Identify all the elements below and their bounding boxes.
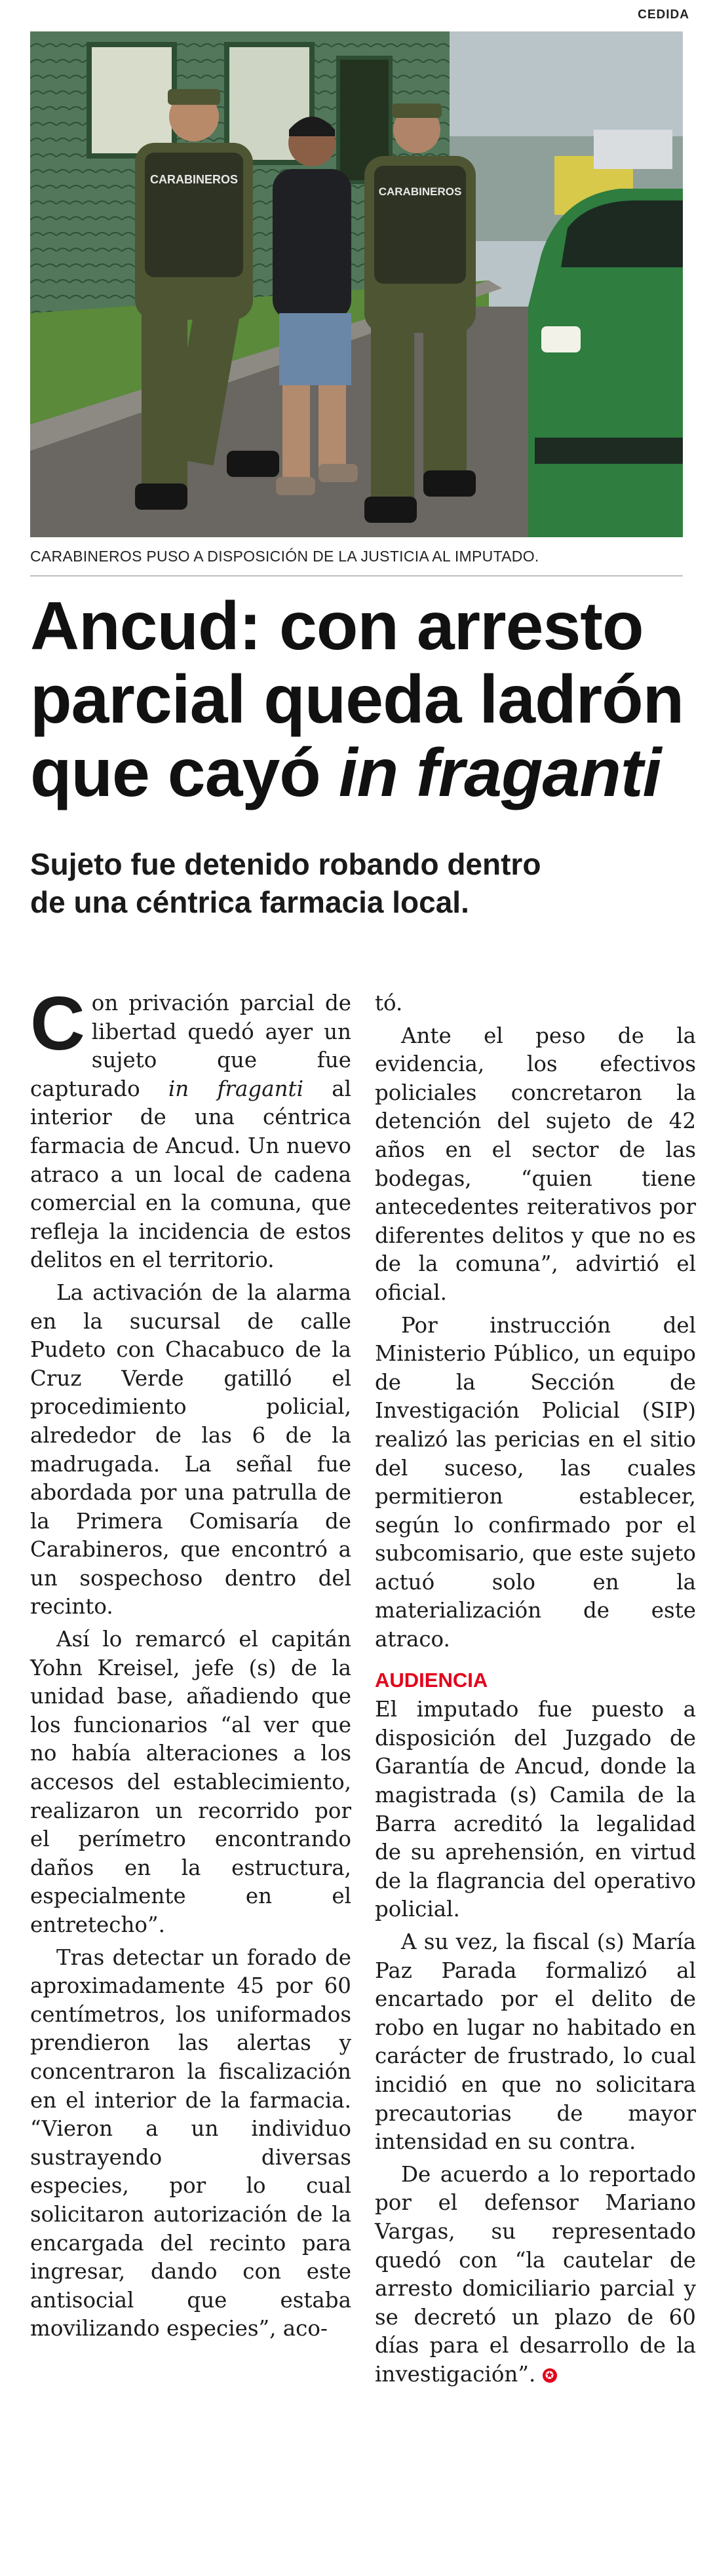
paragraph-8: A su vez, la fiscal (s) María Paz Parada formalizó al encartado por el delito de robo en lugar no habitado en carácter de frustrado, lo cual incidió en que no solicitara precautorias de mayor intensidad en su contra. [375,1929,696,2155]
subheadline-line-1: Sujeto fue detenido robando dentro [30,847,541,881]
paragraph-6: Por instrucción del Ministerio Público, un equipo de la Sección de Investigación Policial (SIP) realizó las pericias en el sitio del suceso, las cuales permitieron establecer, según lo confirmado por el subcomisario, que este sujeto actuó solo en la materialización de este atraco. [375,1312,696,1652]
paragraph-2: La activación de la alarma en la sucursal de calle Pudeto con Chacabuco de la Cruz Verde gatilló el procedimiento policial, alrededor de las 6 de la madrugada. La señal fue abordada por una patrulla de la Primera Comisaría de Carabineros, que encontró a un sospechoso dentro del recinto. [30,1279,351,1619]
vest-text-left: CARABINEROS [149,173,239,186]
paragraph-1 [30,981,351,1275]
paragraph-5: Ante el peso de la evidencia, los efectivos policiales concretaron la detención del sujeto de 42 años en el sector de las bodegas, “quien tiene antecedentes reiterativos por diferentes delitos y que no es de la comuna”, advirtió el oficial. [375,1023,696,1305]
end-mark-icon: ✪ [543,2368,557,2383]
subheadline [30,845,685,921]
vest-text-right: CARABINEROS [378,185,462,198]
arrest-photo-illustration [30,31,683,537]
paragraph-1-italic: in fraganti [168,1076,303,1101]
headline-line-1: Ancud: con arresto [30,588,644,664]
paragraph-9-text: De acuerdo a lo reportado por el defensor Mariano Vargas, su representado quedó con “la cautelar de arresto domiciliario parcial y se decretó un plazo de 60 días para el desarrollo de la investigación”. [375,2161,696,2387]
section-heading-audiencia: AUDIENCIA [375,1668,488,1692]
news-photo [30,31,683,537]
paragraph-1-text-b: al interior de una céntrica farmacia de Ancud. Un nuevo atraco a un local de cadena comercial en la comuna, que refleja la incidencia de estos delitos en el territorio. [30,1076,351,1273]
paragraph-4: Tras detectar un forado de aproximadamente 45 por 60 centímetros, los uniformados prendieron las alertas y concentraron la fiscalización en el interior de la farmacia. “Vieron a un individuo sustrayendo diversas especies, por lo cual solicitaron autorización de la encargada del recinto para ingresar, dando con este antisocial que estaba movilizando especies”, aco- [30,1944,351,2341]
headline-line-3 [30,736,685,810]
drop-cap: C [30,981,85,1066]
paragraph-1-text-a: on privación parcial de libertad quedó ayer un sujeto que fue capturado [30,991,351,1101]
article-column-right [375,989,696,2393]
headline-line-2: parcial queda ladrón [30,662,684,738]
subheadline-line-2: de una céntrica farmacia local. [30,885,469,919]
photo-credit: CEDIDA [638,8,689,22]
paragraph-4-continuation: tó. [375,991,403,1015]
headline-italic: in fraganti [338,735,661,811]
article-column-left [30,981,351,2347]
paragraph-9 [375,2161,696,2389]
headline-line-3-prefix: que cayó [30,735,339,811]
caption-divider [30,575,683,577]
paragraph-7: El imputado fue puesto a disposición del Juzgado de Garantía de Ancud, donde la magistrada (s) Camila de la Barra acreditó la legalidad de su aprehensión, en virtud de la flagrancia del operativo policial. [375,1697,696,1922]
headline [30,590,685,810]
photo-caption: CARABINEROS PUSO A DISPOSICIÓN DE LA JUSTICIA AL IMPUTADO. [30,548,539,565]
paragraph-3: Así lo remarcó el capitán Yohn Kreisel, jefe (s) de la unidad base, añadiendo que los funcionarios “al ver que no había alteraciones a los accesos del establecimiento, realizaron un recorrido por el perímetro encontrando daños en la estructura, especialmente en el entretecho”. [30,1627,351,1937]
